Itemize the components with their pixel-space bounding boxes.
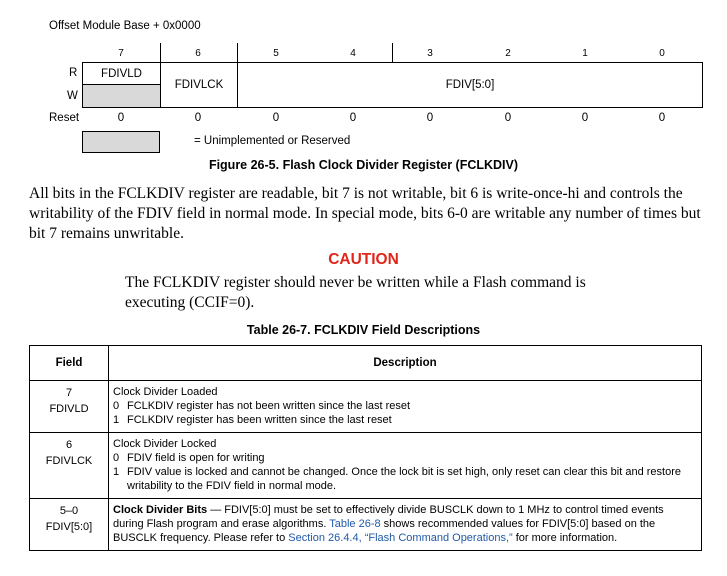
description-text: shows recommended values for FDIV[5:0] based on the BUSCLK frequency. Please refer to [113,518,656,544]
option-item [113,451,697,465]
option-item [113,413,697,427]
table-header-row [30,346,702,381]
reset-value-3: 0 [426,112,434,124]
caution-text: The FCLKDIV register should never be written while a Flash command is executing (CCIF=0). [125,274,586,311]
option-key: 1 [113,466,120,478]
description-text: for more information. [512,532,618,544]
column-header-description: Description [109,346,702,381]
row-label-write: W [67,90,78,102]
bit-number-4: 4 [350,48,356,59]
register-map [82,62,703,108]
reset-value-5: 0 [272,112,280,124]
field-bit: 6 [65,439,73,451]
table-26-8-link[interactable]: Table 26-8 [329,518,381,530]
reset-value-6: 0 [194,112,202,124]
bit-divider-tick [392,43,393,62]
row-label-read: R [69,67,78,79]
option-item [113,465,697,493]
option-key: 0 [113,400,120,412]
description-cell [109,433,702,499]
row-label-reset: Reset [49,112,80,124]
unimplemented-cell [83,85,161,107]
body-paragraph: All bits in the FCLKDIV register are readable, bit 7 is not writable, bit 6 is write-once-hi and controls the writability of the FDIV field in normal mode. In special mode, bits 6-0 are writable any number of times but bit 7 remains unwritable. [29,185,701,242]
description-text: — FDIV[5:0] must be set to effectively divide BUSCLK down to 1 MHz to control timed events during Flash program and erase algorithms. [113,504,664,530]
bit-number-1: 1 [582,48,588,59]
table-row [30,499,702,551]
reset-value-1: 0 [581,112,589,124]
option-key: 1 [113,414,120,426]
column-header-field: Field [30,346,109,381]
register-offset-label: Offset Module Base + 0x0000 [49,20,201,32]
legend-text: = Unimplemented or Reserved [194,135,351,147]
field-name: FDIVLCK [45,455,93,467]
field-descriptions-table [29,345,702,551]
bit-number-0: 0 [659,48,665,59]
bit-number-2: 2 [505,48,511,59]
option-text: FCLKDIV register has not been written since the last reset [127,400,411,412]
bit-number-3: 3 [427,48,433,59]
figure-caption: Figure 26-5. Flash Clock Divider Register (FCLKDIV) [208,158,519,172]
bit-number-7: 7 [118,48,124,59]
description-title: Clock Divider Bits [113,504,208,516]
bit-number-5: 5 [273,48,279,59]
description-cell [109,381,702,433]
option-text: FDIV field is open for writing [127,452,265,464]
field-name: FDIVLD [49,403,89,415]
bit-divider-tick [237,43,238,62]
reset-value-4: 0 [349,112,357,124]
reset-value-2: 0 [504,112,512,124]
description-cell [109,499,702,551]
description-title: Clock Divider Locked [113,438,217,450]
reset-value-7: 0 [117,112,125,124]
table-row [30,381,702,433]
field-cell [30,499,109,551]
legend-swatch [82,131,160,153]
bit-number-6: 6 [195,48,201,59]
table-caption: Table 26-7. FCLKDIV Field Descriptions [246,323,481,337]
option-key: 0 [113,452,120,464]
bit-divider-tick [160,43,161,62]
option-text: FCLKDIV register has been written since the last reset [127,414,392,426]
field-fdiv: FDIV[5:0] [445,79,495,91]
field-cell [30,381,109,433]
description-title: Clock Divider Loaded [113,386,218,398]
reset-value-0: 0 [658,112,666,124]
option-item [113,399,697,413]
caution-title: CAUTION [328,251,399,268]
field-fdivlck: FDIVLCK [161,63,238,107]
field-bit: 5–0 [59,505,79,517]
field-name: FDIV[5:0] [45,521,93,533]
field-bit: 7 [65,387,73,399]
field-fdivld: FDIVLD [83,63,161,85]
option-text: FDIV value is locked and cannot be changed. Once the lock bit is set high, only reset can clear this bit and restore writability to the FDIV field in normal mode. [127,466,681,492]
table-row [30,433,702,499]
field-cell [30,433,109,499]
section-26-4-4-link[interactable]: Section 26.4.4, “Flash Command Operations,” [288,532,513,544]
